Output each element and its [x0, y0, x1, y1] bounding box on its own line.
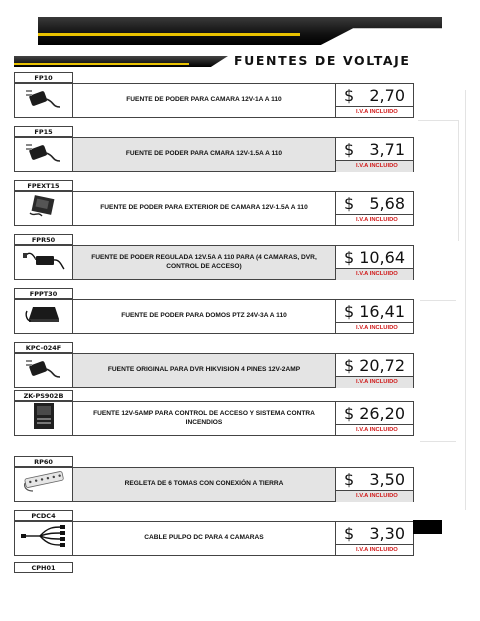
tax-note: I.V.A INCLUIDO	[336, 490, 413, 502]
section-banner	[14, 56, 228, 67]
currency-symbol: $	[344, 356, 355, 375]
product-code: FPR50	[14, 234, 73, 245]
power-adapter-icon	[24, 355, 64, 386]
tax-note: I.V.A INCLUIDO	[336, 268, 413, 280]
product-code: FP10	[14, 72, 73, 83]
product-description: CABLE PULPO DC PARA 4 CAMARAS	[73, 521, 336, 556]
price	[336, 192, 413, 214]
price	[336, 354, 413, 376]
price-amount: 20,72	[359, 356, 405, 375]
price-amount: 3,71	[369, 140, 405, 159]
currency-symbol: $	[344, 470, 355, 489]
price	[336, 522, 413, 544]
splitter-cable-icon	[20, 523, 68, 554]
price-amount: 2,70	[369, 86, 405, 105]
product-description: FUENTE DE PODER REGULADA 12V.5A A 110 PARA (4 CAMARAS, DVR, CONTROL DE ACCESO)	[73, 245, 336, 280]
product-image	[14, 245, 73, 280]
product-description: REGLETA DE 6 TOMAS CON CONEXIÓN A TIERRA	[73, 467, 336, 502]
product-kpc-024f	[14, 342, 414, 394]
product-code: RP60	[14, 456, 73, 467]
product-code: ZK-PS902B	[14, 390, 73, 401]
product-zk-ps902b	[14, 390, 414, 442]
product-code: FPEXT15	[14, 180, 73, 191]
header-accent-stripe	[38, 33, 300, 36]
price	[336, 468, 413, 490]
power-adapter-icon	[24, 139, 64, 170]
transformer-icon	[23, 301, 65, 332]
product-image	[14, 191, 73, 226]
tax-note: I.V.A INCLUIDO	[336, 160, 413, 172]
price-amount: 5,68	[369, 194, 405, 213]
product-pcdc4	[14, 510, 414, 562]
price-box	[336, 299, 414, 334]
product-image	[14, 353, 73, 388]
price-box	[336, 137, 414, 172]
section-accent-stripe	[14, 63, 189, 65]
outdoor-power-box-icon	[24, 193, 64, 224]
product-image	[14, 467, 73, 502]
power-panel-icon	[24, 401, 64, 436]
currency-symbol: $	[344, 194, 355, 213]
price	[336, 138, 413, 160]
product-code: FPPT30	[14, 288, 73, 299]
product-image	[14, 299, 73, 334]
product-image	[14, 137, 73, 172]
product-image	[14, 401, 73, 436]
header-banner	[38, 17, 442, 45]
price-box	[336, 467, 414, 502]
price-box	[336, 83, 414, 118]
power-adapter-icon	[24, 85, 64, 116]
currency-symbol: $	[344, 86, 355, 105]
product-image	[14, 83, 73, 118]
tax-note: I.V.A INCLUIDO	[336, 376, 413, 388]
tax-note: I.V.A INCLUIDO	[336, 322, 413, 334]
price	[336, 300, 413, 322]
currency-symbol: $	[344, 248, 355, 267]
product-description: FUENTE DE PODER PARA DOMOS PTZ 24V-3A A 110	[73, 299, 336, 334]
currency-symbol: $	[344, 140, 355, 159]
product-fp15	[14, 126, 414, 178]
tax-note: I.V.A INCLUIDO	[336, 424, 413, 436]
price	[336, 84, 413, 106]
product-code: KPC-024F	[14, 342, 73, 353]
price-box	[336, 353, 414, 388]
product-code: PCDC4	[14, 510, 73, 521]
product-description: FUENTE 12V-5AMP PARA CONTROL DE ACCESO Y SISTEMA CONTRA INCENDIOS	[73, 401, 336, 436]
price	[336, 402, 413, 424]
tax-note: I.V.A INCLUIDO	[336, 544, 413, 556]
product-code-trailing	[14, 562, 73, 573]
product-fpr50	[14, 234, 414, 286]
currency-symbol: $	[344, 524, 355, 543]
tax-note: I.V.A INCLUIDO	[336, 214, 413, 226]
product-code: CPH01	[14, 562, 73, 573]
product-fp10	[14, 72, 414, 124]
page-title: FUENTES DE VOLTAJE	[234, 53, 411, 68]
price-box	[336, 191, 414, 226]
product-description: FUENTE DE PODER PARA CMARA 12V-1.5A A 110	[73, 137, 336, 172]
product-description: FUENTE ORIGINAL PARA DVR HIKVISION 4 PINES 12V-2AMP	[73, 353, 336, 388]
product-fpext15	[14, 180, 414, 232]
price-amount: 26,20	[359, 404, 405, 423]
product-description: FUENTE DE PODER PARA CAMARA 12V-1A A 110	[73, 83, 336, 118]
currency-symbol: $	[344, 302, 355, 321]
currency-symbol: $	[344, 404, 355, 423]
price-box	[336, 521, 414, 556]
product-code: FP15	[14, 126, 73, 137]
price	[336, 246, 413, 268]
price-box	[336, 245, 414, 280]
price-amount: 3,50	[369, 470, 405, 489]
price-amount: 16,41	[359, 302, 405, 321]
power-strip-icon	[19, 469, 69, 500]
product-description: FUENTE DE PODER PARA EXTERIOR DE CAMARA 12V-1.5A A 110	[73, 191, 336, 226]
price-amount: 10,64	[359, 248, 405, 267]
product-rp60	[14, 456, 414, 508]
product-fppt30	[14, 288, 414, 340]
price-amount: 3,30	[369, 524, 405, 543]
decorative-black-tab	[413, 520, 442, 534]
price-box	[336, 401, 414, 436]
power-brick-icon	[22, 247, 66, 278]
tax-note: I.V.A INCLUIDO	[336, 106, 413, 118]
product-image	[14, 521, 73, 556]
